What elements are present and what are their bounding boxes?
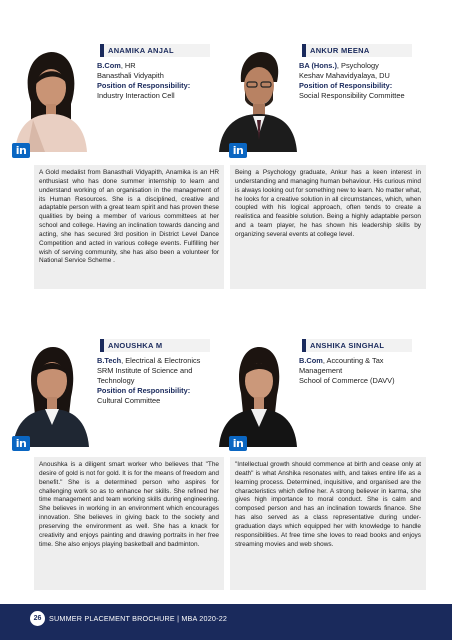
profile-name-bar — [100, 44, 210, 57]
degree-specialization: , Electrical & Electronics — [121, 356, 201, 365]
linkedin-icon[interactable]: in — [12, 143, 30, 158]
profile-name: ANOUSHKA M — [108, 341, 163, 350]
profile-name: ANKUR MEENA — [310, 46, 370, 55]
profile-info — [299, 61, 439, 101]
footer-title: SUMMER PLACEMENT BROCHURE | MBA 2020-22 — [49, 614, 228, 623]
institution: Banasthali Vidyapith — [97, 71, 164, 80]
institution: SRM Institute of Science and Technology — [97, 366, 193, 385]
profile-photo-anamika — [5, 40, 97, 152]
profile-name-bar — [302, 44, 412, 57]
profile-name: ANAMIKA ANJAL — [108, 46, 174, 55]
profile-name: ANSHIKA SINGHAL — [310, 341, 385, 350]
linkedin-icon[interactable]: in — [12, 436, 30, 451]
degree-specialization: , Accounting & Tax Management — [299, 356, 384, 375]
profile-info — [97, 61, 222, 101]
degree-specialization: , HR — [120, 61, 136, 70]
por-value: Social Responsibility Committee — [299, 91, 405, 100]
profile-name-bar — [302, 339, 412, 352]
por-value: Industry Interaction Cell — [97, 91, 175, 100]
profile-bio: Anoushka is a diligent smart worker who believes that "The desire of gold is not for gold. It is for the means of freedom and benefit." She is a determined person who aspires for challenging work so as to enhance her skills. She refined her time management and team working skills during engineering. She believes in working in an environment which encourages innovation. She believes in giving back to the society and preserving the environment as well. She has a knack for creativity and enjoys painting and drawing portraits in her free time. She also enjoys playing basketball and badminton. — [34, 457, 224, 590]
degree-specialization: , Psychology — [336, 61, 379, 70]
profile-photo-anoushka — [5, 335, 97, 447]
profile-photo-ankur — [215, 40, 299, 152]
profile-bio: A Gold medalist from Banasthali Vidyapith, Anamika is an HR enthusiast who has done summer internship to learn and understand working of an organisation in the management of its Human Resources. She is a disciplined, creative and adaptable person with a great team spirit and has proven these qualities by being a member of various committees at her school and college. Having an inclination towards dancing and acting, she has secured 3rd position in District Level Dance Competition and acted in various college events. Fulfilling her wish of serving community, she has also been a volunteer for National Service Scheme . — [34, 165, 224, 289]
profile-name-bar — [100, 339, 210, 352]
profile-photo-anshika — [215, 335, 299, 447]
profile-bio: "Intellectual growth should commence at birth and cease only at death" is what Anshika resonates with, and takes entire life as a learning process. Determined, inquisitive, and organised are the characteristics which define her. A strong believer in karma, she gives high importance to moral conduct. She is calm and composed person and has an inclination towards finance. She has also served as a class representative during under-graduation days which equipped her with knowledge to handle responsibilities. At free time she loves to read books and enjoys streaming movies and web shows. — [230, 457, 426, 590]
degree-name: B.Tech — [97, 356, 122, 365]
por-value: Cultural Committee — [97, 396, 161, 405]
page-number: 26 — [30, 611, 45, 626]
profile-info — [97, 356, 219, 406]
institution: School of Commerce (DAVV) — [299, 376, 395, 385]
por-label: Position of Responsibility: — [299, 81, 393, 90]
linkedin-icon[interactable]: in — [229, 436, 247, 451]
degree-name: B.Com — [97, 61, 121, 70]
por-label: Position of Responsibility: — [97, 386, 191, 395]
linkedin-icon[interactable]: in — [229, 143, 247, 158]
profile-info — [299, 356, 419, 386]
degree-name: BA (Hons.) — [299, 61, 337, 70]
profile-bio: Being a Psychology graduate, Ankur has a keen interest in understanding and managing human behaviour. His curious mind is always looking out for something new to learn. No matter what, he looks for a creative solution in all circumstances, which, when coupled with his logical approach, often tends to create a realistica and feasible solution. Being a highly adaptable person and a team player, he has shown his leadership skills by organizing several events at college level. — [230, 165, 426, 289]
degree-name: B.Com — [299, 356, 323, 365]
institution: Keshav Mahavidyalaya, DU — [299, 71, 390, 80]
por-label: Position of Responsibility: — [97, 81, 191, 90]
